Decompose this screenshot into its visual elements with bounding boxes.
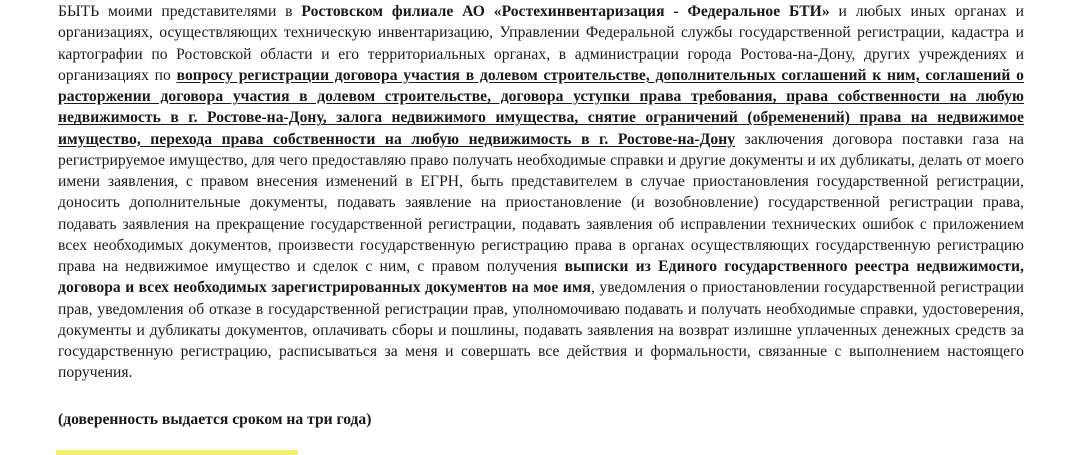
text-segment-organization: Ростовском филиале АО «Ростехинвентаризация - Федеральное БТИ» bbox=[301, 3, 830, 20]
validity-term-note: (доверенность выдается сроком на три года) bbox=[58, 411, 372, 428]
text-segment-intro: БЫТЬ моими представителями в bbox=[58, 3, 302, 20]
text-segment-egrn-extract: выписки из Единого государственного реестра недвижимости, договора и всех необходимых зарегистрированных документов на мое имя bbox=[58, 258, 1024, 297]
text-segment-registration-scope: вопросу регистрации договора участия в долевом строительстве, дополнительных соглашений к ним, соглашений о расторжении договора участия в долевом строительстве, договора уступки права требования, права собственности на любую недвижимость в г. Ростове-на-Дону, залога недвижимого имущества, снятие ограничений (обременений) права на недвижимое имущество, перехода права собственности на любую недвижимость в г. Ростове-на-Дону bbox=[58, 66, 1024, 148]
text-segment-powers: заключения договора поставки газа на регистрируемое имущество, для чего предоставляю право получать необходимые справки и другие документы и их дубликаты, делать от моего имени заявления, с правом внесения изменений в ЕГРН, быть представителем в случае приостановления государственной регистрации, доносить дополнительные документы, подавать заявление на приостановление (и возобновление) государственной регистрации права, подавать заявления на прекращение государственной регистрации, подавать заявления об исправлении технических ошибок с приложением всех необходимых документов, произвести государственную регистрацию права в органах осуществляющих государственную регистрацию права на недвижимое имущество и сделок с ним, с правом получения bbox=[58, 130, 1024, 275]
highlight-strip bbox=[56, 450, 298, 455]
text-segment-authorities: и любых иных органах и организациях, осуществляющих техническую инвентаризацию, Управлении Федеральной службы государственной регистрации, кадастра и картографии по Ростовской области и его территориальных органах, в администрации города Ростова-на-Дону, других учреждениях и организациях по bbox=[58, 3, 1024, 84]
text-segment-remaining-powers: , уведомления о приостановлении государственной регистрации прав, уведомления об отказе в государственной регистрации прав, уполномочиваю подавать и получать необходимые справки, удостоверения, документы и дубликаты документов, оплачивать сборы и пошлины, подавать заявления на возврат излишне уплаченных денежных средств за государственную регистрацию, расписываться за меня и совершать все действия и формальности, связанные с выполнением настоящего поручения. bbox=[58, 279, 1024, 382]
power-of-attorney-paragraph bbox=[58, 1, 1024, 384]
